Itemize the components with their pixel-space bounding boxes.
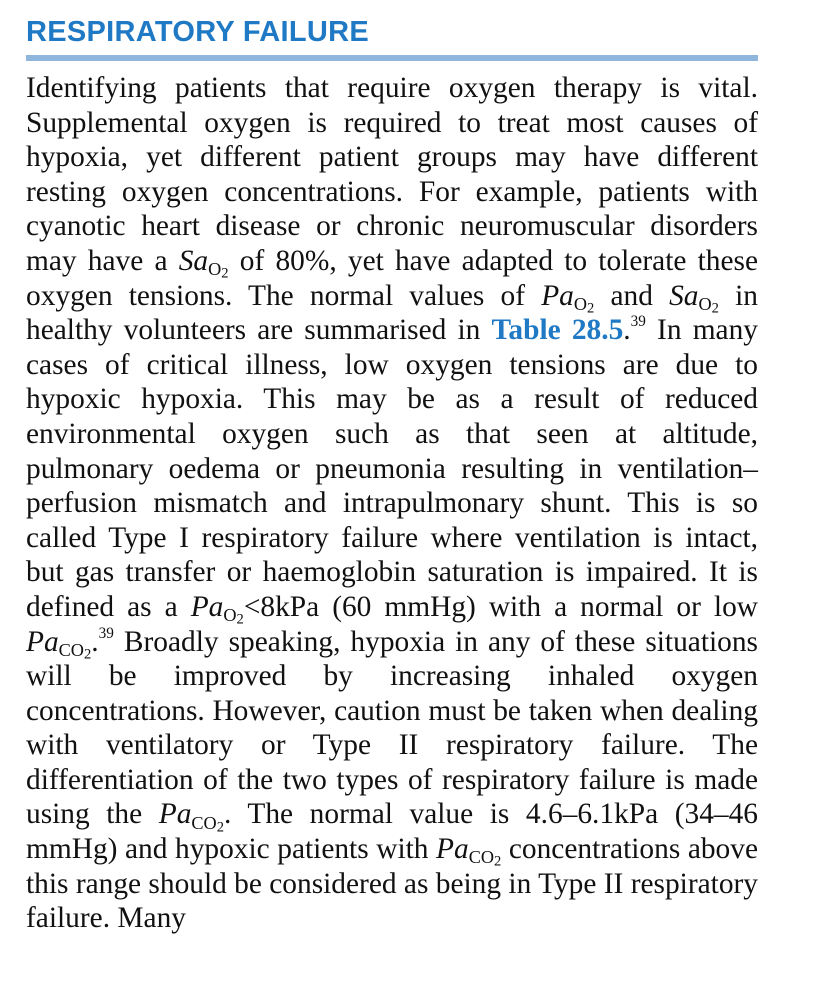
text-run: and	[594, 279, 670, 312]
text-run: .	[91, 625, 99, 658]
paco2-symbol: $Pa_{CO2}$	[158, 798, 225, 836]
heading-rule	[26, 55, 758, 61]
text-run: In many cases of critical illness, low oxygen tensions are due to hypoxic hypoxia. This may be as a result of reduced environmental oxygen such as that seen at altitude, pulmonary oedema or pneumonia resulting in ventilation–perfusion mismatch and intrapulmonary shunt. This is so called Type I respiratory failure where ventilation is intact, but gas transfer or haemoglobin saturation is impaired. It is defined as a	[26, 314, 758, 623]
sao2-symbol: $Sa_{O2}$	[669, 279, 719, 317]
paco2-symbol: $Pa_{CO2}$	[436, 833, 502, 870]
text-run: of 80%, yet have adapted to tolerate these oxygen tensions. The normal values of	[26, 244, 758, 312]
text-run: concentrations above this range should be considered as being in Type II respiratory failure. Many	[26, 833, 758, 935]
pao2-symbol: $Pa_{O2}$	[190, 590, 244, 628]
article-section	[26, 12, 758, 936]
text-run: <8kPa (60 mmHg) with a normal or low	[243, 590, 758, 623]
paco2-symbol: $Pa_{CO2}$	[26, 625, 92, 663]
text-run: Identifying patients that require oxygen therapy is vital. Supplemental oxygen is required to treat most causes of hypoxia, yet different patient groups may have different resting oxygen concentrations. For example, patients with cyanotic heart disease or chronic neuromuscular disorders may have a	[26, 72, 758, 277]
reference-superscript[interactable]: 39	[630, 313, 646, 331]
reference-superscript[interactable]: 39	[98, 624, 114, 642]
text-run: .	[623, 314, 631, 347]
pao2-symbol: $Pa_{O2}$	[541, 279, 595, 317]
table-link[interactable]: Table 28.5	[491, 314, 624, 347]
body-paragraph	[26, 71, 758, 936]
text-run: Broadly speaking, hypoxia in any of these situations will be improved by increasing inhaled oxygen concentrations. However, caution must be taken when dealing with ventilatory or Type II respiratory failure. The differentiation of the two types of respiratory failure is made using the	[26, 625, 758, 831]
text-run: in healthy volunteers are summarised in	[26, 279, 758, 347]
section-heading: RESPIRATORY FAILURE	[26, 16, 370, 48]
sao2-symbol: $Sa_{O2}$	[178, 244, 229, 282]
text-run: . The normal value is 4.6–6.1kPa (34–46 mmHg) and hypoxic patients with	[26, 798, 758, 866]
